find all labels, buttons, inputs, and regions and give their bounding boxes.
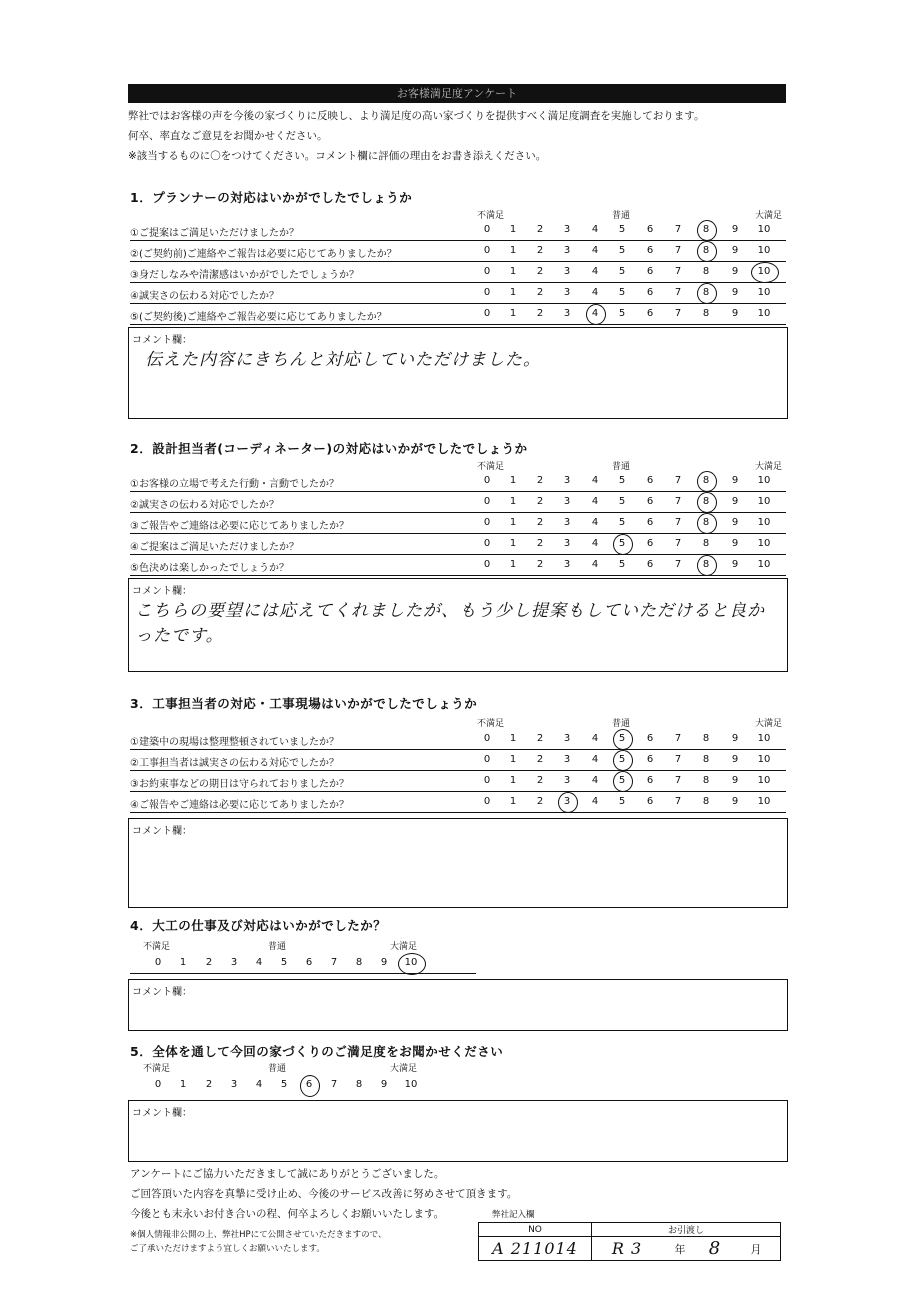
section-1-comment-text: 伝えた内容にきちんと対応していただけました。 — [145, 350, 541, 370]
rating-option[interactable]: 5 — [618, 287, 626, 298]
question-label: ②(ご契約前)ご連絡やご報告は必要に応じてありましたか？ — [130, 249, 397, 260]
rating-option[interactable]: 9 — [380, 1079, 388, 1090]
rating-option[interactable]: 1 — [509, 266, 517, 277]
row-rule — [130, 324, 786, 325]
rating-option[interactable]: 10 — [757, 245, 771, 256]
rating-option[interactable]: 9 — [731, 754, 739, 765]
selected-circle-mark — [697, 492, 717, 513]
rating-option[interactable]: 2 — [536, 775, 544, 786]
rating-option[interactable]: 7 — [674, 245, 682, 256]
rating-option[interactable]: 6 — [646, 775, 654, 786]
intro-line-3: ※該当するものに〇をつけてください。コメント欄に評価の理由をお書き添えください。 — [128, 150, 547, 162]
rating-option[interactable]: 5 — [618, 517, 626, 528]
selected-circle-mark — [697, 283, 717, 304]
rating-option[interactable]: 10 — [757, 538, 771, 549]
rating-option[interactable]: 3 — [563, 775, 571, 786]
rating-option[interactable]: 10 — [757, 733, 771, 744]
selected-circle-mark — [613, 534, 633, 555]
rating-option[interactable]: 0 — [483, 538, 491, 549]
rating-option[interactable]: 8 — [702, 266, 710, 277]
footer-note-1: ※個人情報非公開の上、弊社HPにて公開させていただきますので、 — [130, 1230, 387, 1240]
rating-option[interactable]: 0 — [483, 308, 491, 319]
rating-option[interactable]: 7 — [674, 224, 682, 235]
rating-option[interactable]: 8 — [702, 538, 710, 549]
selected-circle-mark — [697, 471, 717, 492]
rating-option[interactable]: 0 — [483, 224, 491, 235]
office-year-unit: 年 — [662, 1237, 698, 1261]
rating-option[interactable]: 1 — [509, 733, 517, 744]
question-label: ④誠実さの伝わる対応でしたか？ — [130, 291, 279, 302]
office-no-header: NO — [479, 1223, 592, 1237]
section-3-comment-box[interactable] — [128, 818, 788, 908]
s1-scale-high: 大満足 — [755, 211, 783, 221]
rating-option[interactable]: 1 — [509, 754, 517, 765]
section-4-comment-box[interactable] — [128, 979, 788, 1031]
s4-scale-high: 大満足 — [390, 942, 418, 952]
rating-option[interactable]: 10 — [404, 1079, 418, 1090]
rating-option[interactable]: 1 — [509, 796, 517, 807]
selected-circle-mark — [613, 771, 633, 792]
rating-option-selected[interactable]: 6 — [305, 1079, 313, 1090]
rating-option-selected[interactable]: 10 — [757, 266, 771, 277]
rating-option[interactable]: 9 — [731, 559, 739, 570]
rating-option[interactable]: 0 — [483, 796, 491, 807]
rating-option[interactable]: 9 — [731, 733, 739, 744]
rating-option[interactable]: 8 — [702, 733, 710, 744]
rating-option[interactable]: 9 — [731, 538, 739, 549]
rating-option[interactable]: 6 — [646, 496, 654, 507]
rating-option[interactable]: 6 — [646, 475, 654, 486]
rating-option[interactable]: 4 — [591, 733, 599, 744]
rating-option-selected[interactable]: 4 — [591, 308, 599, 319]
row-rule — [130, 491, 786, 492]
rating-option[interactable]: 9 — [731, 517, 739, 528]
s3-scale-high: 大満足 — [755, 719, 783, 729]
office-era-value: R 3 — [592, 1237, 663, 1261]
comment-label: コメント欄： — [132, 586, 192, 597]
rating-option[interactable]: 4 — [591, 475, 599, 486]
rating-option[interactable]: 1 — [179, 1079, 187, 1090]
rating-option[interactable]: 4 — [591, 224, 599, 235]
comment-label: コメント欄： — [132, 826, 192, 837]
footer-line-1: アンケートにご協力いただきまして誠にありがとうございました。 — [130, 1168, 445, 1180]
row-rule — [130, 749, 786, 750]
s5-scale-high: 大満足 — [390, 1064, 418, 1074]
s3-scale-mid: 普通 — [612, 719, 631, 729]
selected-circle-mark — [586, 304, 606, 325]
rating-option[interactable]: 4 — [591, 287, 599, 298]
question-label: ②工事担当者は誠実さの伝わる対応でしたか？ — [130, 758, 339, 769]
row-rule — [130, 533, 786, 534]
row-rule — [130, 303, 786, 304]
rating-option[interactable]: 7 — [674, 559, 682, 570]
s1-scale-mid: 普通 — [612, 211, 631, 221]
rating-option[interactable]: 7 — [674, 517, 682, 528]
office-use-table — [478, 1222, 781, 1261]
rating-option[interactable]: 0 — [483, 754, 491, 765]
rating-option[interactable]: 8 — [702, 754, 710, 765]
survey-title: お客様満足度アンケート — [128, 84, 786, 103]
section-5-title: 5．全体を通して今回の家づくりのご満足度をお聞かせください — [130, 1044, 504, 1059]
rating-option[interactable]: 9 — [731, 224, 739, 235]
rating-option[interactable]: 3 — [563, 517, 571, 528]
rating-option[interactable]: 1 — [179, 957, 187, 968]
rating-option[interactable]: 0 — [483, 733, 491, 744]
rating-option[interactable]: 2 — [536, 245, 544, 256]
question-label: ②誠実さの伝わる対応でしたか？ — [130, 500, 279, 511]
section-1-title: 1．プランナーの対応はいかがでしたでしょうか — [130, 190, 413, 205]
question-label: ④ご提案はご満足いただけましたか？ — [130, 542, 299, 553]
rating-option[interactable]: 1 — [509, 775, 517, 786]
rating-option[interactable]: 9 — [380, 957, 388, 968]
rating-option[interactable]: 10 — [757, 796, 771, 807]
selected-circle-mark — [398, 953, 426, 975]
rating-option[interactable]: 5 — [618, 308, 626, 319]
rating-option[interactable]: 6 — [646, 266, 654, 277]
rating-option[interactable]: 3 — [563, 496, 571, 507]
rating-option[interactable]: 4 — [591, 559, 599, 570]
rating-option[interactable]: 3 — [563, 559, 571, 570]
rating-option[interactable]: 2 — [536, 475, 544, 486]
rating-option[interactable]: 9 — [731, 796, 739, 807]
rating-option[interactable]: 8 — [355, 957, 363, 968]
question-label: ③ご報告やご連絡は必要に応じてありましたか？ — [130, 521, 349, 532]
rating-option[interactable]: 0 — [483, 496, 491, 507]
section-5-comment-box[interactable] — [128, 1100, 788, 1162]
rating-option[interactable]: 10 — [757, 517, 771, 528]
rating-option[interactable]: 4 — [591, 496, 599, 507]
rating-option[interactable]: 1 — [509, 308, 517, 319]
rating-option[interactable]: 7 — [674, 796, 682, 807]
rating-option[interactable]: 6 — [646, 559, 654, 570]
question-label: ④ご報告やご連絡は必要に応じてありましたか？ — [130, 800, 349, 811]
s2-scale-low: 不満足 — [477, 462, 505, 472]
rating-option[interactable]: 8 — [702, 775, 710, 786]
footer-note-2: ご了承いただけますよう宜しくお願いいたします。 — [130, 1244, 325, 1254]
selected-circle-mark — [613, 750, 633, 771]
s4-scale-low: 不満足 — [143, 942, 171, 952]
office-handover-header: お引渡し — [592, 1223, 781, 1237]
selected-circle-mark — [558, 792, 578, 813]
rating-option[interactable]: 6 — [646, 538, 654, 549]
s4-scale-mid: 普通 — [268, 942, 287, 952]
rating-option[interactable]: 7 — [674, 733, 682, 744]
question-label: ⑤色決めは楽しかったでしょうか？ — [130, 563, 289, 574]
question-label: ①建築中の現場は整理整頓されていましたか？ — [130, 737, 339, 748]
rating-option[interactable]: 4 — [255, 1079, 263, 1090]
rating-option[interactable]: 0 — [483, 475, 491, 486]
intro-line-2: 何卒、率直なご意見をお聞かせください。 — [128, 130, 328, 142]
rating-option-selected[interactable]: 8 — [702, 496, 710, 507]
rating-option[interactable]: 9 — [731, 308, 739, 319]
rating-option[interactable]: 1 — [509, 224, 517, 235]
section-2-comment-text: こちらの要望には応えてくれましたが、もう少し提案もしていただけると良かったです。 — [135, 601, 765, 646]
question-label: ③身だしなみや清潔感はいかがでしたでしょうか？ — [130, 270, 359, 281]
rating-option[interactable]: 3 — [563, 287, 571, 298]
rating-option[interactable]: 10 — [757, 287, 771, 298]
rating-option[interactable]: 0 — [483, 266, 491, 277]
rating-option-selected[interactable]: 8 — [702, 517, 710, 528]
s5-scale-mid: 普通 — [268, 1064, 287, 1074]
rating-option[interactable]: 2 — [536, 538, 544, 549]
question-label: ③お約束事などの期日は守られておりましたか？ — [130, 779, 349, 790]
rating-option[interactable]: 5 — [280, 1079, 288, 1090]
section-3-title: 3．工事担当者の対応・工事現場はいかがでしたでしょうか — [130, 696, 478, 711]
rating-option[interactable]: 0 — [483, 245, 491, 256]
rating-option[interactable]: 4 — [591, 266, 599, 277]
rating-option[interactable]: 6 — [646, 517, 654, 528]
rating-option[interactable]: 2 — [536, 287, 544, 298]
rating-option-selected[interactable]: 8 — [702, 287, 710, 298]
rating-option[interactable]: 2 — [536, 559, 544, 570]
rating-option[interactable]: 6 — [646, 224, 654, 235]
rating-option[interactable]: 6 — [646, 754, 654, 765]
question-label: ①ご提案はご満足いただけましたか？ — [130, 228, 299, 239]
section-2-title: 2．設計担当者(コーディネーター)の対応はいかがでしたでしょうか — [130, 441, 528, 456]
rating-option[interactable]: 2 — [536, 796, 544, 807]
intro-line-1: 弊社ではお客様の声を今後の家づくりに反映し、より満足度の高い家づくりを提供すべく満足度調査を実施しております。 — [128, 110, 705, 122]
selected-circle-mark — [300, 1075, 320, 1097]
rating-option[interactable]: 7 — [674, 775, 682, 786]
rating-option[interactable]: 4 — [591, 796, 599, 807]
rating-option[interactable]: 5 — [618, 224, 626, 235]
rating-option[interactable]: 0 — [483, 517, 491, 528]
rating-option[interactable]: 9 — [731, 287, 739, 298]
rating-option[interactable]: 3 — [563, 266, 571, 277]
section-4-title: 4．大工の仕事及び対応はいかがでしたか？ — [130, 918, 387, 933]
rating-option[interactable]: 7 — [330, 1079, 338, 1090]
comment-label: コメント欄： — [132, 987, 192, 998]
rating-option[interactable]: 2 — [536, 754, 544, 765]
rating-option-selected[interactable]: 5 — [618, 775, 626, 786]
rating-option[interactable]: 1 — [509, 517, 517, 528]
question-label: ⑤(ご契約後)ご連絡やご報告必要に応じてありましたか？ — [130, 312, 387, 323]
rating-option[interactable]: 5 — [618, 496, 626, 507]
comment-label: コメント欄： — [132, 1108, 192, 1119]
rating-option[interactable]: 10 — [757, 559, 771, 570]
s1-scale-low: 不満足 — [477, 211, 505, 221]
rating-option[interactable]: 1 — [509, 287, 517, 298]
rating-option[interactable]: 3 — [563, 733, 571, 744]
rating-option[interactable]: 3 — [563, 475, 571, 486]
rating-option[interactable]: 2 — [205, 1079, 213, 1090]
rating-option[interactable]: 6 — [646, 287, 654, 298]
rating-option[interactable]: 3 — [563, 308, 571, 319]
rating-option[interactable]: 10 — [757, 754, 771, 765]
selected-circle-mark — [697, 513, 717, 534]
rating-option[interactable]: 10 — [757, 496, 771, 507]
rating-option[interactable]: 7 — [674, 308, 682, 319]
rating-option[interactable]: 3 — [563, 538, 571, 549]
rating-option[interactable]: 2 — [536, 517, 544, 528]
office-month-value: 8 — [698, 1237, 732, 1261]
s4-rule — [130, 973, 476, 974]
rating-option[interactable]: 0 — [154, 957, 162, 968]
rating-option[interactable]: 5 — [618, 475, 626, 486]
rating-option[interactable]: 3 — [230, 957, 238, 968]
rating-option[interactable]: 1 — [509, 559, 517, 570]
rating-option[interactable]: 2 — [536, 266, 544, 277]
rating-option[interactable]: 4 — [591, 775, 599, 786]
rating-option[interactable]: 4 — [591, 754, 599, 765]
rating-option[interactable]: 5 — [618, 559, 626, 570]
rating-option[interactable]: 0 — [483, 287, 491, 298]
rating-option[interactable]: 1 — [509, 538, 517, 549]
selected-circle-mark — [751, 262, 779, 283]
rating-option-selected[interactable]: 5 — [618, 754, 626, 765]
rating-option[interactable]: 0 — [483, 559, 491, 570]
rating-option[interactable]: 9 — [731, 475, 739, 486]
rating-option-selected[interactable]: 8 — [702, 475, 710, 486]
rating-option[interactable]: 2 — [536, 733, 544, 744]
rating-option[interactable]: 4 — [255, 957, 263, 968]
rating-option[interactable]: 0 — [483, 775, 491, 786]
selected-circle-mark — [697, 220, 717, 241]
s5-scale-low: 不満足 — [143, 1064, 171, 1074]
row-rule — [130, 512, 786, 513]
row-rule — [130, 770, 786, 771]
office-use-label: 弊社記入欄 — [492, 1210, 535, 1220]
rating-option[interactable]: 8 — [355, 1079, 363, 1090]
comment-label: コメント欄： — [132, 335, 192, 346]
office-month-unit: 月 — [732, 1237, 781, 1261]
rating-option[interactable]: 6 — [646, 733, 654, 744]
s3-scale-low: 不満足 — [477, 719, 505, 729]
rating-option[interactable]: 7 — [674, 287, 682, 298]
rating-option[interactable]: 1 — [509, 475, 517, 486]
rating-option[interactable]: 6 — [305, 957, 313, 968]
footer-line-2: ご回答頂いた内容を真摯に受け止め、今後のサービス改善に努めさせて頂きます。 — [130, 1188, 518, 1200]
row-rule — [130, 812, 786, 813]
rating-option[interactable]: 9 — [731, 245, 739, 256]
rating-option[interactable]: 10 — [757, 775, 771, 786]
rating-option[interactable]: 8 — [702, 308, 710, 319]
rating-option[interactable]: 0 — [154, 1079, 162, 1090]
rating-option[interactable]: 9 — [731, 496, 739, 507]
rating-option[interactable]: 9 — [731, 775, 739, 786]
rating-option[interactable]: 2 — [205, 957, 213, 968]
question-label: ①お客様の立場で考えた行動・言動でしたか？ — [130, 479, 339, 490]
selected-circle-mark — [697, 241, 717, 262]
rating-option[interactable]: 4 — [591, 517, 599, 528]
selected-circle-mark — [613, 729, 633, 750]
rating-option[interactable]: 7 — [674, 266, 682, 277]
row-rule — [130, 240, 786, 241]
rating-option[interactable]: 2 — [536, 224, 544, 235]
rating-option[interactable]: 3 — [563, 224, 571, 235]
rating-option[interactable]: 10 — [757, 475, 771, 486]
rating-option[interactable]: 2 — [536, 496, 544, 507]
rating-option[interactable]: 7 — [674, 475, 682, 486]
rating-option[interactable]: 6 — [646, 245, 654, 256]
rating-option[interactable]: 10 — [757, 308, 771, 319]
row-rule — [130, 575, 786, 576]
rating-option[interactable]: 2 — [536, 308, 544, 319]
rating-option-selected[interactable]: 8 — [702, 224, 710, 235]
rating-option[interactable]: 6 — [646, 796, 654, 807]
rating-option[interactable]: 10 — [757, 224, 771, 235]
section-1-comment-box[interactable] — [128, 327, 788, 419]
rating-option-selected[interactable]: 8 — [702, 559, 710, 570]
rating-option[interactable]: 7 — [330, 957, 338, 968]
rating-option-selected[interactable]: 10 — [404, 957, 418, 968]
rating-option-selected[interactable]: 5 — [618, 733, 626, 744]
rating-option[interactable]: 3 — [563, 245, 571, 256]
rating-option[interactable]: 3 — [563, 754, 571, 765]
rating-option[interactable]: 1 — [509, 245, 517, 256]
row-rule — [130, 791, 786, 792]
rating-option-selected[interactable]: 3 — [563, 796, 571, 807]
rating-option[interactable]: 4 — [591, 245, 599, 256]
rating-option[interactable]: 4 — [591, 538, 599, 549]
s2-scale-mid: 普通 — [612, 462, 631, 472]
rating-option[interactable]: 6 — [646, 308, 654, 319]
rating-option[interactable]: 9 — [731, 266, 739, 277]
rating-option[interactable]: 5 — [618, 245, 626, 256]
rating-option[interactable]: 7 — [674, 754, 682, 765]
row-rule — [130, 282, 786, 283]
rating-option-selected[interactable]: 5 — [618, 538, 626, 549]
rating-option[interactable]: 3 — [230, 1079, 238, 1090]
rating-option-selected[interactable]: 8 — [702, 245, 710, 256]
rating-option[interactable]: 5 — [618, 796, 626, 807]
rating-option[interactable]: 7 — [674, 496, 682, 507]
office-no-value: A 211014 — [479, 1237, 592, 1261]
row-rule — [130, 554, 786, 555]
rating-option[interactable]: 1 — [509, 496, 517, 507]
selected-circle-mark — [697, 555, 717, 576]
s2-scale-high: 大満足 — [755, 462, 783, 472]
rating-option[interactable]: 5 — [280, 957, 288, 968]
rating-option[interactable]: 8 — [702, 796, 710, 807]
rating-option[interactable]: 7 — [674, 538, 682, 549]
rating-option[interactable]: 5 — [618, 266, 626, 277]
row-rule — [130, 261, 786, 262]
footer-line-3: 今後とも末永いお付き合いの程、何卒よろしくお願いいたします。 — [130, 1208, 445, 1220]
